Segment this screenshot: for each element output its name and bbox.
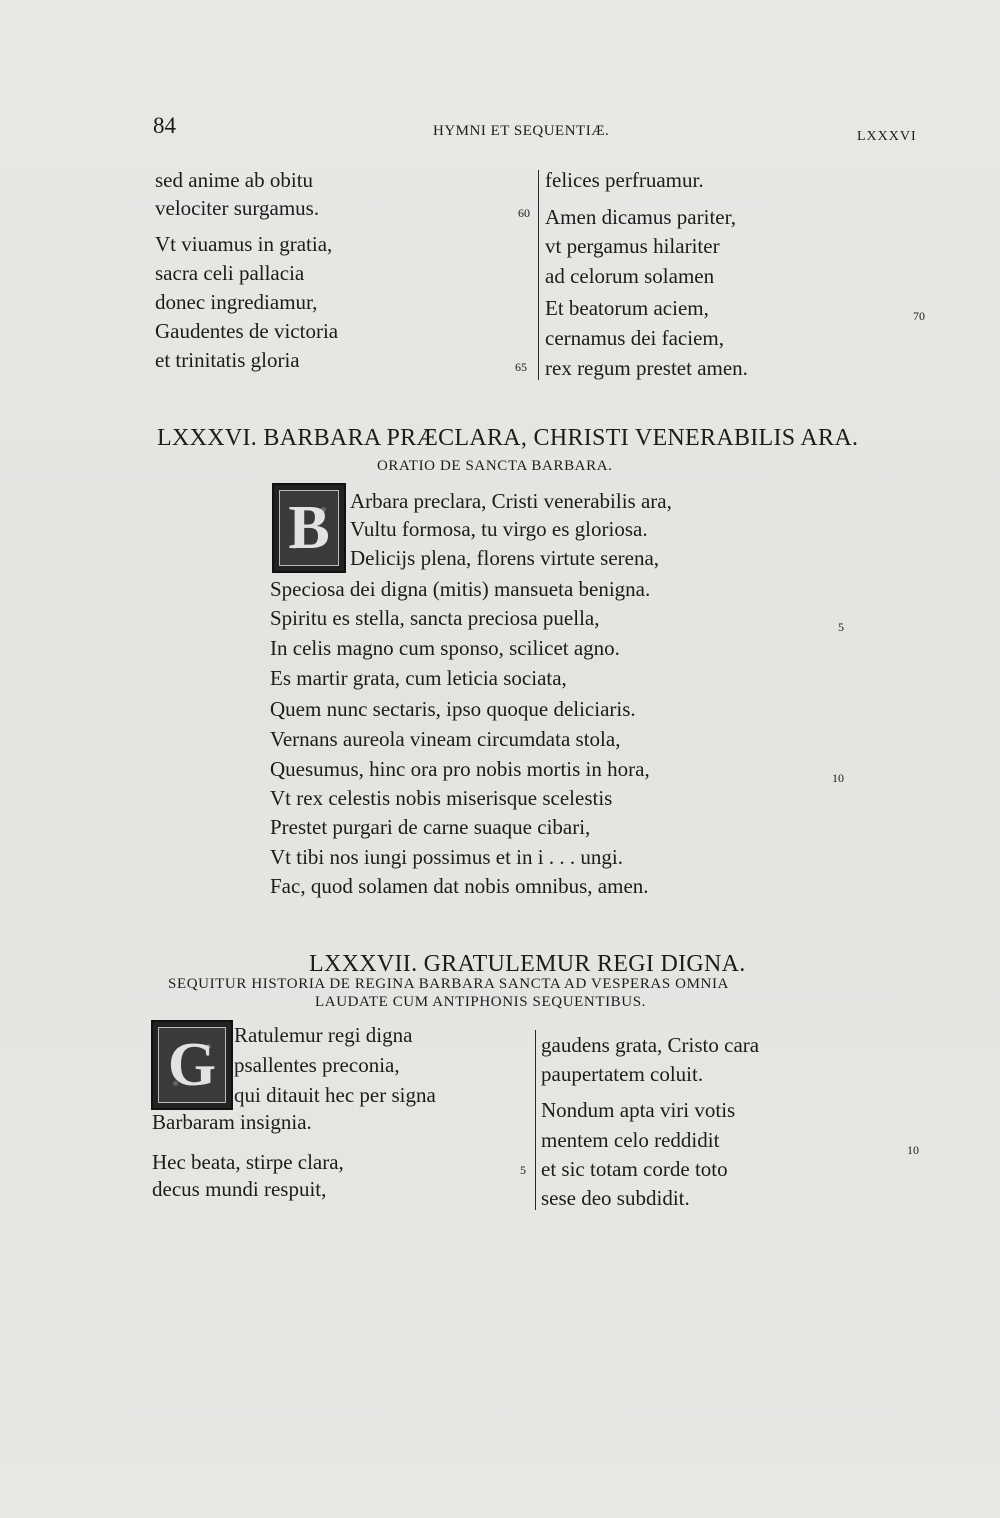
- line-number: 70: [913, 309, 925, 323]
- verse-line: Vt tibi nos iungi possimus et in i . . . ungi.: [270, 845, 623, 869]
- verse-line: Amen dicamus pariter,: [545, 205, 737, 229]
- line-number: 10: [832, 771, 844, 785]
- verse-line: paupertatem coluit.: [541, 1062, 704, 1086]
- verse-line: rex regum prestet amen.: [545, 356, 748, 380]
- verse-line: Arbara preclara, Cristi venerabilis ara,: [350, 489, 672, 513]
- line-number: 65: [515, 360, 527, 374]
- verse-line: decus mundi respuit,: [152, 1177, 327, 1201]
- verse-line: Hec beata, stirpe clara,: [152, 1150, 344, 1174]
- hymn-subtitle: ORATIO DE SANCTA BARBARA.: [377, 458, 613, 474]
- verse-line: Es martir grata, cum leticia sociata,: [270, 666, 567, 690]
- verse-line: sacra celi pallacia: [155, 261, 305, 285]
- verse-line: Fac, quod solamen dat nobis omnibus, amen.: [270, 874, 649, 898]
- line-number: 5: [520, 1163, 526, 1177]
- column-divider: [535, 1030, 536, 1210]
- line-number: 10: [907, 1143, 919, 1157]
- verse-line: psallentes preconia,: [234, 1053, 400, 1077]
- verse-line: sed anime ab obitu: [155, 168, 314, 192]
- verse-line: Vultu formosa, tu virgo es gloriosa.: [350, 517, 648, 541]
- verse-line: Gaudentes de victoria: [155, 319, 339, 343]
- verse-line: Delicijs plena, florens virtute serena,: [350, 546, 660, 570]
- initial-letter: G: [167, 1031, 217, 1099]
- hymn-subtitle: LAUDATE CUM ANTIPHONIS SEQUENTIBUS.: [315, 994, 647, 1010]
- hymn-title: LXXXVII. GRATULEMUR REGI DIGNA.: [309, 951, 746, 977]
- verse-line: gaudens grata, Cristo cara: [541, 1033, 760, 1057]
- verse-line: Ratulemur regi digna: [234, 1023, 413, 1047]
- verse-line: Vt viuamus in gratia,: [155, 232, 333, 256]
- verse-line: qui ditauit hec per signa: [234, 1083, 436, 1107]
- verse-line: In celis magno cum sponso, scilicet agno.: [270, 636, 620, 660]
- initial-letter: B: [288, 494, 330, 562]
- verse-line: et sic totam corde toto: [541, 1157, 728, 1181]
- verse-line: Et beatorum aciem,: [545, 296, 709, 320]
- decorated-initial-g: [151, 1020, 233, 1110]
- verse-line: ad celorum solamen: [545, 264, 715, 288]
- column-divider: [538, 170, 539, 380]
- verse-line: vt pergamus hilariter: [545, 234, 720, 258]
- verse-line: et trinitatis gloria: [155, 348, 300, 372]
- verse-line: Speciosa dei digna (mitis) mansueta benigna.: [270, 577, 651, 601]
- verse-line: mentem celo reddidit: [541, 1128, 720, 1152]
- hymn-subtitle: SEQUITUR HISTORIA DE REGINA BARBARA SANCTA AD VESPERAS OMNIA: [168, 976, 729, 992]
- verse-line: Quem nunc sectaris, ipso quoque deliciaris.: [270, 697, 636, 721]
- line-number: 60: [518, 206, 530, 220]
- verse-line: cernamus dei faciem,: [545, 326, 724, 350]
- verse-line: sese deo subdidit.: [541, 1186, 690, 1210]
- verse-line: Quesumus, hinc ora pro nobis mortis in hora,: [270, 757, 650, 781]
- verse-line: Vernans aureola vineam circumdata stola,: [270, 727, 621, 751]
- verse-line: Prestet purgari de carne suaque cibari,: [270, 815, 591, 839]
- verse-line: Barbaram insignia.: [152, 1110, 312, 1134]
- hymn-title: LXXXVI. BARBARA PRÆCLARA, CHRISTI VENERABILIS ARA.: [157, 425, 859, 451]
- verse-line: Vt rex celestis nobis miserisque scelestis: [270, 786, 613, 810]
- verse-line: Spiritu es stella, sancta preciosa puella,: [270, 606, 600, 630]
- line-number: 5: [838, 620, 844, 634]
- verse-line: felices perfruamur.: [545, 168, 704, 192]
- section-number: LXXXVI: [857, 129, 917, 144]
- decorated-initial-b: [272, 483, 346, 573]
- verse-line: Nondum apta viri votis: [541, 1098, 736, 1122]
- page-number: 84: [153, 113, 176, 138]
- running-title: HYMNI ET SEQUENTIÆ.: [433, 123, 610, 139]
- verse-line: velociter surgamus.: [155, 196, 320, 220]
- verse-line: donec ingrediamur,: [155, 290, 318, 314]
